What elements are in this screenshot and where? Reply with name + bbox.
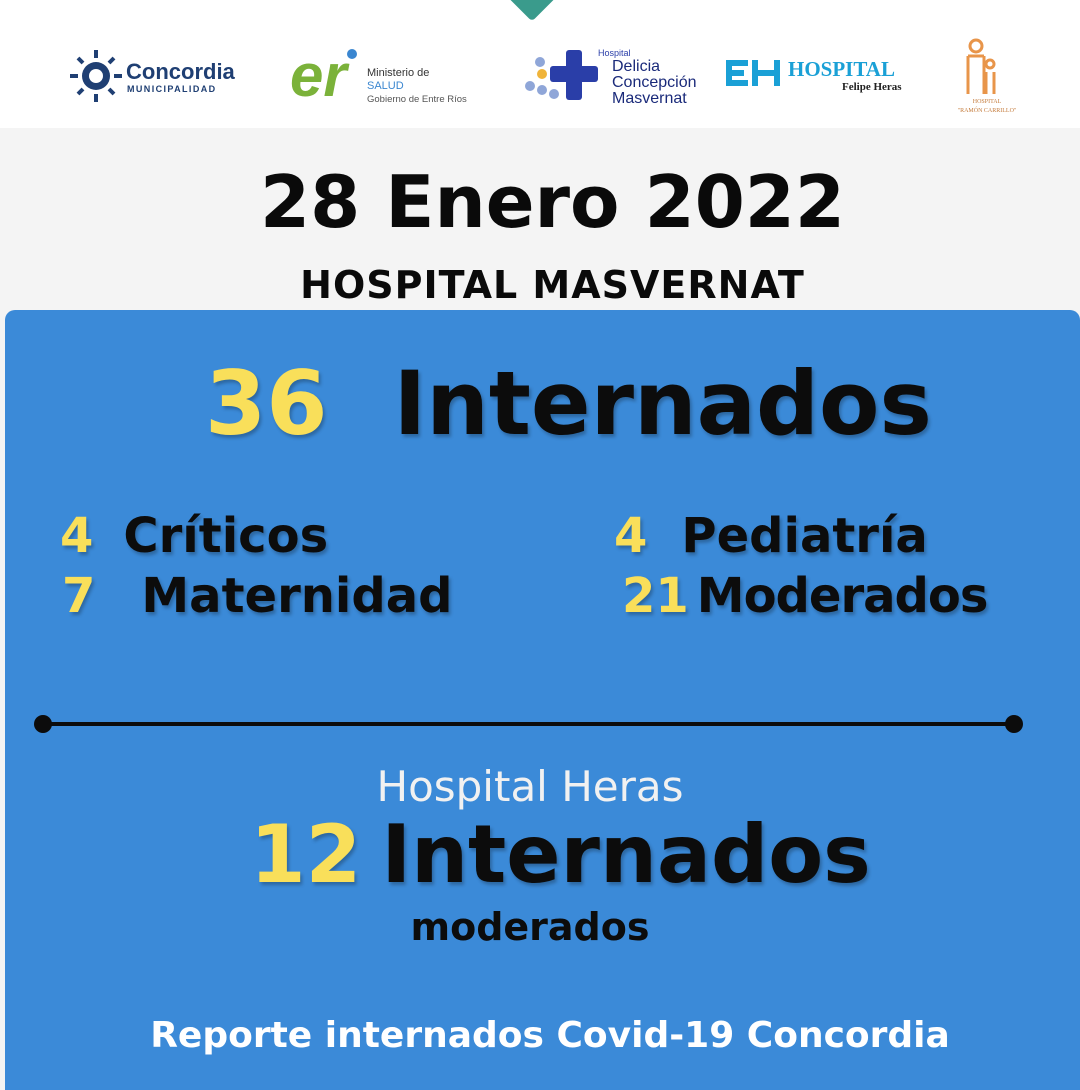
concordia-name: Concordia (126, 59, 235, 84)
section-divider (42, 722, 1014, 726)
concordia-logo (68, 46, 238, 116)
stat-moderados-value: 21 (622, 568, 689, 624)
logo-bar (0, 0, 1080, 128)
heras-total-label: Internados (381, 808, 871, 901)
svg-text:Delicia: Delicia (612, 58, 661, 75)
masvernat-total-number: 36 (205, 352, 328, 455)
svg-text:HOSPITAL: HOSPITAL (788, 57, 895, 81)
masvernat-total-label: Internados (393, 352, 932, 455)
stat-pediatria (614, 508, 928, 564)
carrillo-logo (932, 36, 1042, 114)
hospital-title: HOSPITAL MASVERNAT (300, 263, 805, 307)
stat-moderados (622, 568, 987, 624)
svg-text:Gobierno de Entre Ríos: Gobierno de Entre Ríos (367, 94, 467, 105)
heras-total (250, 808, 871, 901)
stat-criticos-label: Críticos (123, 508, 329, 564)
footer-caption: Reporte internados Covid-19 Concordia (150, 1015, 950, 1056)
divider-dot-left (34, 715, 52, 733)
heras-mark-icon (726, 60, 780, 86)
stat-moderados-label: Moderados (696, 568, 988, 624)
heras-sub-label: moderados (410, 905, 650, 949)
divider-dot-right (1005, 715, 1023, 733)
stat-criticos-value: 4 (60, 508, 94, 564)
heras-logo (726, 54, 906, 124)
delicia-logo (520, 44, 710, 114)
svg-text:Ministerio de: Ministerio de (367, 67, 430, 79)
report-date: 28 Enero 2022 (260, 160, 845, 244)
stat-maternidad-value: 7 (62, 568, 96, 624)
svg-text:Concepción: Concepción (612, 74, 697, 91)
ministerio-logo (290, 44, 490, 114)
top-chevron-icon (507, 0, 558, 21)
sun-emblem-icon (70, 50, 122, 102)
stat-maternidad-label: Maternidad (141, 568, 453, 624)
svg-text:"RAMÓN CARRILLO": "RAMÓN CARRILLO" (957, 108, 1017, 114)
er-mark: er (290, 44, 347, 108)
stat-maternidad (62, 568, 452, 624)
svg-text:Felipe Heras: Felipe Heras (842, 81, 902, 93)
heras-hospital-label: Hospital Heras (376, 762, 684, 811)
svg-text:SALUD: SALUD (367, 80, 404, 92)
masvernat-total (205, 352, 932, 455)
stat-pediatria-value: 4 (614, 508, 648, 564)
dot-icon (347, 49, 357, 59)
stat-pediatria-label: Pediatría (681, 508, 928, 564)
concordia-sub: MUNICIPALIDAD (127, 84, 217, 94)
svg-text:Hospital: Hospital (598, 48, 631, 58)
hospital-cross-icon (525, 50, 598, 100)
stat-criticos (60, 508, 328, 564)
heras-total-number: 12 (250, 808, 362, 901)
svg-text:HOSPITAL: HOSPITAL (972, 99, 1002, 105)
family-figures-icon (968, 40, 994, 94)
svg-text:Masvernat: Masvernat (612, 90, 687, 107)
